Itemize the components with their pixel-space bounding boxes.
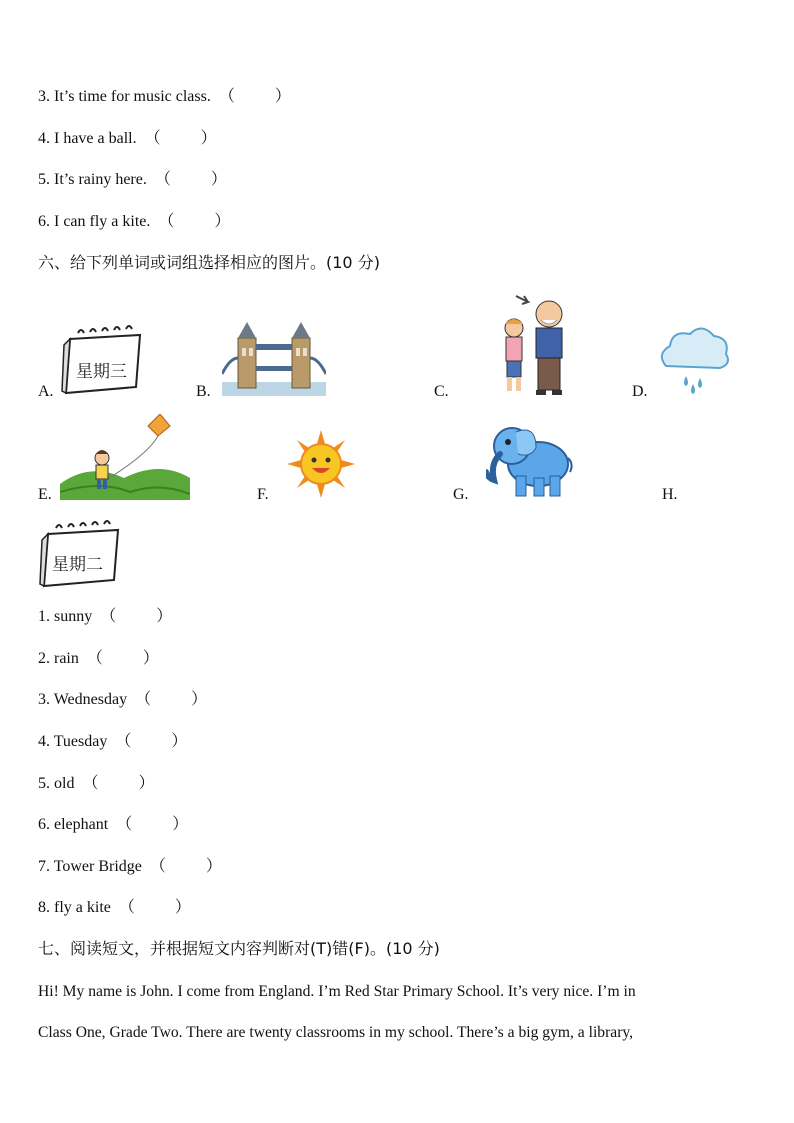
calendar-tuesday-icon	[38, 520, 122, 590]
elephant-icon	[486, 418, 574, 500]
option-letter-d: D.	[632, 383, 648, 400]
question-item: 1. sunny （ ）	[38, 608, 173, 625]
question-item: 4. Tuesday （ ）	[38, 733, 188, 750]
question-item: 5. old （ ）	[38, 775, 155, 792]
option-letter-e: E.	[38, 486, 52, 503]
tower-bridge-icon	[222, 318, 326, 396]
question-item: 3. Wednesday （ ）	[38, 691, 208, 708]
calendar-wednesday-icon	[60, 325, 144, 397]
option-letter-f: F.	[257, 486, 269, 503]
option-letter-h: H.	[662, 486, 678, 503]
section-heading-6: 六、给下列单词或词组选择相应的图片。(10 分)	[38, 253, 380, 272]
section-heading-7: 七、阅读短文，并根据短文内容判断对(T)错(F)。(10 分)	[38, 939, 440, 958]
rain-cloud-icon	[656, 326, 730, 398]
question-item: 3. It’s time for music class. （ ）	[38, 88, 291, 105]
calendar-a-label: 星期三	[76, 362, 127, 382]
calendar-h-label: 星期二	[52, 555, 103, 575]
option-letter-a: A.	[38, 383, 54, 400]
question-item: 5. It’s rainy here. （ ）	[38, 171, 227, 188]
question-item: 4. I have a ball. （ ）	[38, 130, 217, 147]
option-letter-g: G.	[453, 486, 469, 503]
old-man-and-boy-icon	[494, 292, 582, 398]
option-letter-c: C.	[434, 383, 449, 400]
reading-paragraph-line: Hi! My name is John. I come from England. I’m Red Star Primary School. It’s very nice. I’m in	[38, 983, 636, 1000]
question-item: 6. elephant （ ）	[38, 816, 189, 833]
question-item: 8. fly a kite （ ）	[38, 899, 191, 916]
question-item: 2. rain （ ）	[38, 650, 159, 667]
reading-paragraph-line: Class One, Grade Two. There are twenty classrooms in my school. There’s a big gym, a library,	[38, 1024, 634, 1041]
question-item: 7. Tower Bridge （ ）	[38, 858, 222, 875]
fly-a-kite-icon	[60, 414, 190, 500]
option-letter-b: B.	[196, 383, 211, 400]
question-item: 6. I can fly a kite. （ ）	[38, 213, 231, 230]
sun-icon	[287, 430, 355, 498]
